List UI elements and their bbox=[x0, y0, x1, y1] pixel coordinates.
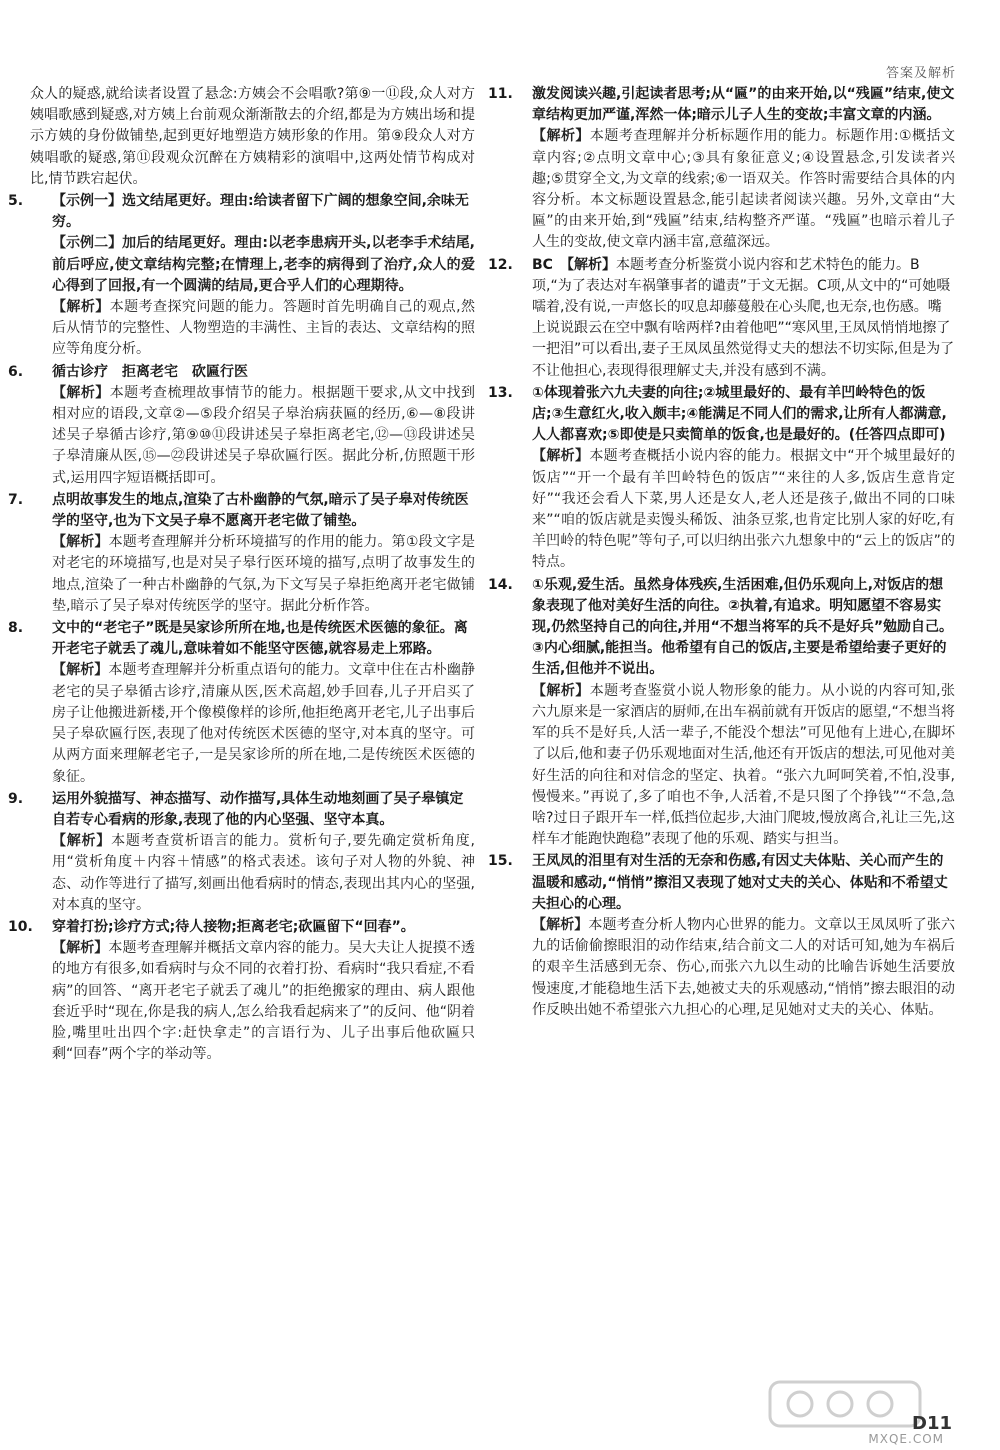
analysis-tag: 【解析】 bbox=[532, 128, 590, 145]
question-14 bbox=[488, 575, 955, 851]
analysis-text: 本题考查探究问题的能力。答题时首先明确自己的观点,然后从情节的完整性、人物塑造的丰满性、主旨的表达、文章结构的照应等角度分析。 bbox=[52, 299, 475, 358]
question-number: 11. bbox=[488, 86, 513, 102]
question-9 bbox=[8, 789, 476, 916]
answer-text: ①体现着张六九夫妻的向往;②城里最好的、最有羊凹岭特色的饭店;③生意红火,收入颇丰;④能满足不同人们的需求,让所有人都满意,人人都喜欢;⑤即使是只卖简单的饭食,也是最好的。(任答四点即可) bbox=[532, 384, 947, 444]
page-number: D11 bbox=[912, 1413, 952, 1434]
question-number: 6. bbox=[8, 363, 24, 380]
question-number: 8. bbox=[8, 620, 24, 637]
question-12 bbox=[488, 255, 955, 382]
analysis-text: 本题考查理解并分析重点语句的能力。文章中住在古朴幽静老宅的吴子皋循古诊疗,清廉从医,医术高超,妙手回春,儿子开启买了房子让他搬进新楼,开个像模像样的诊所,他拒绝离开老宅,儿子出事后吴子皋砍匾行医,表现了他对传统医术医德的坚守,对本真的坚守。可从两方面来理解老宅子,一是吴家诊所的所在地,二是传统医术医德的象征。 bbox=[52, 662, 476, 785]
question-8 bbox=[8, 618, 476, 788]
continuation-paragraph bbox=[30, 84, 475, 190]
answer-text: 文中的“老宅子”既是吴家诊所所在地,也是传统医术医德的象征。离开老宅子就丢了魂儿,意味着如不能坚守医德,就容易走上邪路。 bbox=[52, 620, 468, 658]
answer-text: 运用外貌描写、神态描写、动作描写,具体生动地刻画了吴子皋镇定自若专心看病的形象,表现了他的内心坚强、坚守本真。 bbox=[52, 790, 464, 828]
question-15 bbox=[488, 851, 956, 1021]
question-number: 10. bbox=[8, 918, 33, 935]
analysis-tag: 【解析】 bbox=[532, 916, 589, 933]
analysis-tag: 【解析】 bbox=[52, 384, 110, 401]
question-number: 5. bbox=[8, 193, 24, 210]
analysis-tag: 【解析】 bbox=[52, 940, 109, 957]
answer-text: 激发阅读兴趣,引起读者思考;从“匾”的由来开始,以“残匾”结束,使文章结构更加严谨,浑然一体;暗示儿子人生的变故;丰富文章的内涵。 bbox=[532, 86, 955, 124]
analysis-tag: 【解析】 bbox=[532, 682, 590, 699]
question-5 bbox=[8, 191, 475, 361]
question-number: 7. bbox=[8, 491, 24, 508]
analysis-tag: 【解析】 bbox=[566, 256, 616, 273]
right-column bbox=[488, 84, 956, 1022]
question-7 bbox=[8, 490, 475, 617]
answer-text: 循古诊疗 拒离老宅 砍匾行医 bbox=[52, 363, 248, 380]
watermark-text: MXQE.COM bbox=[868, 1432, 944, 1446]
answer-text: 【示例一】选文结尾更好。理由:给读者留下广阔的想象空间,余味无穷。 bbox=[52, 193, 469, 231]
question-11 bbox=[488, 84, 955, 254]
question-13 bbox=[488, 383, 955, 574]
answer-text: 王凤凤的泪里有对生活的无奈和伤感,有因丈夫体贴、关心而产生的温暖和感动,“悄悄”擦泪又表现了她对丈夫的关心、体贴和不希望丈夫担心的心理。 bbox=[532, 853, 948, 912]
question-number: 15. bbox=[488, 853, 513, 870]
analysis-text: 本题考查赏析语言的能力。赏析句子,要先确定赏析角度,用“赏析角度＋内容＋情感”的格式表述。该句子对人物的外貌、神态、动作等进行了描写,刻画出他看病时的情态,表现出其内心的坚强,对本真的坚守。 bbox=[52, 833, 476, 913]
analysis-tag: 【解析】 bbox=[52, 299, 110, 316]
question-number: 13. bbox=[488, 384, 513, 401]
left-column bbox=[8, 84, 476, 1066]
analysis-tag: 【解析】 bbox=[532, 448, 590, 465]
analysis-text: 本题考查概括小说内容的能力。根据文中“开个城里最好的饭店”“开一个最有羊凹岭特色的饭店”“来往的人多,饭店生意肯定好”“我还会看人下菜,男人还是女人,老人还是孩子,做出不同的口味来”“咱的饭店就是卖馒头稀饭、油条豆浆,也肯定比别人家的好吃,有羊凹岭的特色呢”等句子,可以归纳出张六九想象中的“云上的饭店”的特点。 bbox=[532, 448, 955, 571]
answer-text: BC bbox=[532, 256, 553, 273]
continuation-text: 众人的疑惑,就给读者设置了悬念:方姨会不会唱歌?第⑨一⑪段,众人对方姨唱歌感到疑惑,对方姨上台前观众渐渐散去的介绍,都是为方姨出场和提示方姨的身份做铺垫,起到更好地塑造方姨形象的作用。第⑨段众人对方姨唱歌的疑惑,第⑪段观众沉醉在方姨精彩的演唱中,这两处情节构成对比,情节跌宕起伏。 bbox=[30, 86, 475, 187]
answer-text: ①乐观,爱生活。虽然身体残疾,生活困难,但仍乐观向上,对饭店的想象表现了他对美好生活的向往。②执着,有追求。明知愿望不容易实现,仍然坚持自己的向往,并用“不想当将军的兵不是好兵”勉励自己。③内心细腻,能担当。他希望有自己的饭店,主要是希望给妻子更好的生活,但他并不说出。 bbox=[532, 576, 954, 678]
analysis-text: 本题考查分析人物内心世界的能力。文章以王凤凤听了张六九的话偷偷擦眼泪的动作结束,结合前文二人的对话可知,她为车祸后的艰辛生活感到无奈、伤心,而张六九以生动的比喻告诉她生活要放慢速度,才能稳地生活下去,她被丈夫的乐观感动,“悄悄”擦去眼泪的动作反映出她不希望张六九担心的心理,足见她对丈夫的关心、体贴。 bbox=[532, 916, 956, 1018]
answer-text: 穿着打扮;诊疗方式;待人接物;拒离老宅;砍匾留下“回春”。 bbox=[52, 918, 415, 935]
question-number: 9. bbox=[8, 790, 24, 807]
question-number: 14. bbox=[488, 576, 513, 593]
question-10 bbox=[8, 917, 476, 1065]
analysis-text: 本题考查理解并概括文章内容的能力。吴大夫让人捉摸不透的地方有很多,如看病时与众不同的衣着打扮、看病时“我只看症,不看病”的回答、“离开老宅子就丢了魂儿”的拒绝搬家的理由、病人跟他套近乎时“现在,你是我的病人,怎么给我看起病来了”的反问、他“阴着脸,嘴里吐出四个字:赶快拿走”的言语行为、儿子出事后他砍匾只剩“回春”两个字的举动等。 bbox=[52, 940, 476, 1063]
analysis-text: 本题考查理解并分析标题作用的能力。标题作用:①概括文章内容;②点明文章中心;③具有象征意义;④设置悬念,引发读者兴趣;⑤贯穿全文,为文章的线索;⑥一语双关。作答时需要结合具体的内容分析。本文标题设置悬念,能引起读者阅读兴趣。另外,文章由“大匾”的由来开始,到“残匾”结束,结构整齐严谨。“残匾”也暗示着儿子人生的变故,使文章内涵丰富,意蕴深远。 bbox=[532, 128, 955, 251]
question-number: 12. bbox=[488, 256, 513, 273]
answer-text: 点明故事发生的地点,渲染了古朴幽静的气氛,暗示了吴子皋对传统医学的坚守,也为下文吴子皋不愿离开老宅做了铺垫。 bbox=[52, 491, 469, 530]
analysis-text: 本题考查鉴赏小说人物形象的能力。从小说的内容可知,张六九原来是一家酒店的厨师,在出车祸前就有开饭店的愿望,“不想当将军的兵不是好兵,人活一辈子,不能没个想法”可见他有上进心,在脚坏了以后,他和妻子仍乐观地面对生活,他还有开饭店的想法,可见他对美好生活的向往和对信念的坚定、执着。“张六九呵呵笑着,不怕,没事,慢慢来。”再说了,多了咱也不争,人活着,不是只图了个挣钱”“不急,急啥?过日子跟开车一样,低挡位起步,大油门爬坡,慢放离合,礼让三先,这样车才能跑快跑稳”表现了他的乐观、踏实与担当。 bbox=[532, 682, 955, 848]
answer-text-2: 【示例二】加后的结尾更好。理由:以老李患病开头,以老李手术结尾,前后呼应,使文章结构完整;在情理上,老李的病得到了治疗,众人的爱心得到了回报,有一个圆满的结局,更合乎人们的心理期待。 bbox=[52, 235, 475, 294]
page-header: 答案及解析 bbox=[885, 66, 956, 81]
analysis-tag: 【解析】 bbox=[52, 534, 109, 551]
analysis-text: 本题考查梳理故事情节的能力。根据题干要求,从文中找到相对应的语段,文章②—⑤段介绍吴子皋治病获匾的经历,⑥—⑧段讲述吴子皋循古诊疗,第⑨⑩⑪段讲述吴子皋拒离老宅,⑫—⑬段讲述吴子皋清廉从医,⑮—㉒段讲述吴子皋砍匾行医。据此分析,仿照题干形式,运用四字短语概括即可。 bbox=[52, 384, 475, 486]
analysis-tag: 【解析】 bbox=[52, 833, 112, 850]
analysis-text: 本题考查理解并分析环境描写的作用的能力。第①段文字是对老宅的环境描写,也是对吴子皋行医环境的描写,点明了故事发生的地点,渲染了一种古朴幽静的气氛,为下文写吴子皋拒绝离开老宅做铺垫,暗示了吴子皋对传统医学的坚守。据此分析作答。 bbox=[52, 534, 475, 614]
question-6 bbox=[8, 362, 475, 489]
analysis-text: 本题考查分析鉴赏小说内容和艺术特色的能力。B项,“为了表达对车祸肇事者的谴责”于文无据。C项,从文中的“可她嗫嚅着,没有说,一声悠长的叹息却藤蔓般在心头爬,也无奈,也伤感。嘴上说说跟云在空中飘有啥两样?由着他吧”“寒风里,王凤凤悄悄地擦了一把泪”可以看出,妻子王凤凤虽然觉得丈夫的想法不切实际,但是为了不让他担心,表现得很理解丈夫,并没有感到不满。 bbox=[532, 256, 955, 379]
analysis-tag: 【解析】 bbox=[52, 662, 109, 679]
